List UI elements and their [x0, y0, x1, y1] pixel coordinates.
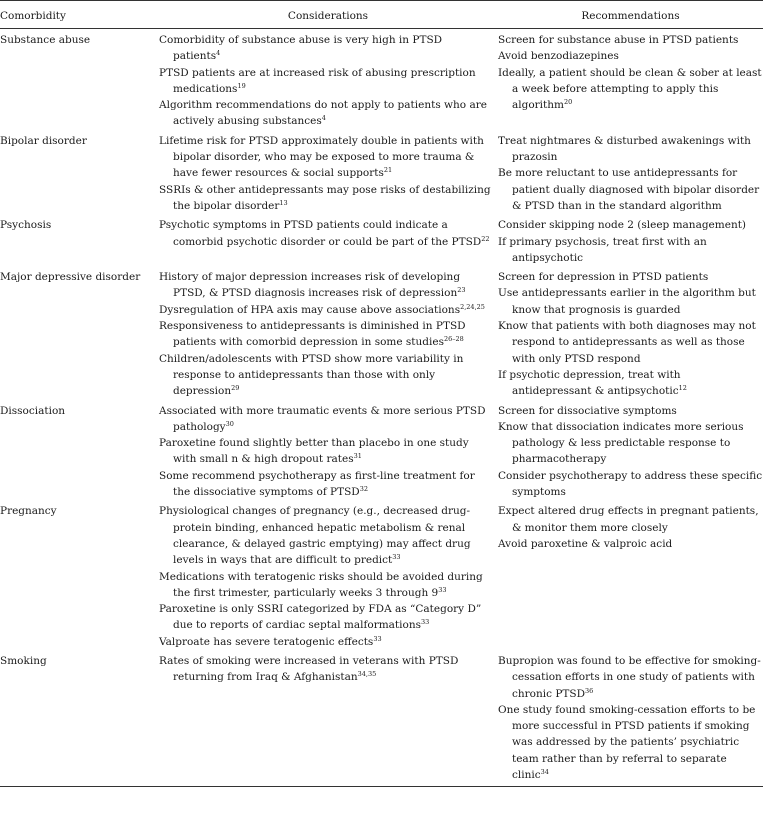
considerations-cell: [158, 653, 498, 787]
reference-superscript: 19: [237, 81, 246, 90]
comorbidity-name: Pregnancy: [0, 505, 57, 518]
table-row: [0, 269, 763, 402]
recommendation-item-text: Ideally, a patient should be clean & sober at least a week before attempting to apply this algorithm: [498, 66, 762, 112]
comorbidity-name: Major depressive disorder: [0, 271, 141, 284]
header-recommendations: Recommendations: [498, 1, 763, 29]
consideration-item-text: Lifetime risk for PTSD approximately double in patients with bipolar disorder, who may be exposed to more trauma & have fewer resources & social supports: [159, 134, 484, 180]
recommendation-item: [498, 234, 763, 267]
consideration-item-text: Valproate has severe teratogenic effects: [159, 635, 374, 648]
consideration-item: [159, 503, 492, 568]
consideration-item: [159, 653, 492, 686]
reference-superscript: 20: [563, 98, 573, 107]
reference-superscript: 33: [421, 618, 430, 627]
consideration-item: [159, 97, 492, 130]
reference-superscript: 2,24,25: [460, 302, 485, 311]
consideration-item-text: SSRIs & other antidepressants may pose risks of destabilizing the bipolar disorder: [159, 183, 491, 212]
table-row: [0, 29, 763, 133]
reference-superscript: 4: [321, 114, 326, 123]
consideration-item-text: PTSD patients are at increased risk of abusing prescription medications: [159, 66, 476, 95]
reference-superscript: 36: [585, 686, 594, 695]
reference-superscript: 31: [353, 452, 362, 461]
reference-superscript: 34: [540, 768, 549, 777]
reference-superscript: 33: [438, 585, 447, 594]
recommendation-item: [498, 318, 763, 367]
recommendation-item-text: One study found smoking-cessation efforts to be more successful in PTSD patients if smoking was addressed by the patients’ psychiatric team rather than by referral to separate clinic: [498, 703, 756, 782]
table-body: [0, 29, 763, 787]
consideration-item-text: Medications with teratogenic risks should be avoided during the first trimester, particularly weeks 3 through 9: [159, 570, 483, 599]
table-row: [0, 503, 763, 653]
header-row: [0, 1, 763, 29]
reference-superscript: 33: [373, 634, 382, 643]
consideration-item: [159, 302, 492, 318]
recommendation-item-text: Consider psychotherapy to address these specific symptoms: [498, 469, 763, 499]
recommendation-item: [498, 65, 763, 114]
reference-superscript: 13: [279, 198, 288, 207]
recommendations-cell: [498, 503, 763, 653]
considerations-cell: [158, 403, 498, 504]
comorbidity-name: Substance abuse: [0, 34, 91, 46]
recommendations-cell: [498, 133, 763, 217]
recommendation-item: [498, 468, 763, 501]
consideration-item: [159, 217, 492, 250]
consideration-item-text: Physiological changes of pregnancy (e.g., decreased drug-protein binding, enhanced hepatic metabolism & renal clearance, & delayed gastric emptying) may affect drug levels in ways that are difficult to predict: [159, 505, 471, 567]
consideration-item: [159, 569, 492, 602]
reference-superscript: 4: [216, 49, 221, 58]
recommendation-item: [498, 367, 763, 400]
comorbidity-name: Psychosis: [0, 219, 52, 232]
header-considerations: Considerations: [158, 1, 498, 29]
consideration-item-text: Paroxetine is only SSRI categorized by FDA as “Category D” due to reports of cardiac septal malformations: [159, 603, 482, 632]
consideration-item-text: Comorbidity of substance abuse is very high in PTSD patients: [159, 34, 443, 63]
table-row: [0, 403, 763, 504]
considerations-cell: [158, 269, 498, 402]
consideration-item: [159, 435, 492, 468]
consideration-item: [159, 601, 492, 634]
reference-superscript: 29: [231, 384, 240, 393]
reference-superscript: 34,35: [357, 670, 377, 679]
recommendation-item-text: If psychotic depression, treat with antidepressant & antipsychotic: [498, 368, 681, 398]
consideration-item-text: Algorithm recommendations do not apply to patients who are actively abusing substances: [159, 99, 487, 128]
recommendations-cell: [498, 653, 763, 787]
recommendation-item: [498, 133, 763, 166]
reference-superscript: 23: [457, 286, 466, 295]
recommendations-cell: [498, 29, 763, 133]
recommendation-item: [498, 702, 763, 783]
consideration-item: [159, 318, 492, 351]
recommendation-item: [498, 536, 763, 552]
recommendation-item: [498, 48, 763, 64]
consideration-item: [159, 403, 492, 436]
reference-superscript: 21: [383, 166, 393, 175]
consideration-item-text: Children/adolescents with PTSD show more variability in response to antidepressants than those with only depression: [159, 352, 464, 398]
comorbidity-name: Dissociation: [0, 404, 66, 417]
consideration-item-text: Dysregulation of HPA axis may cause above associations: [159, 303, 461, 316]
consideration-item-text: Responsiveness to antidepressants is diminished in PTSD patients with comorbid depression in some studies: [159, 320, 466, 349]
consideration-item: [159, 65, 492, 98]
reference-superscript: 22: [481, 234, 490, 243]
recommendation-item-text: Use antidepressants earlier in the algorithm but know that prognosis is guarded: [498, 287, 756, 316]
table-header: [0, 1, 763, 29]
consideration-item-text: History of major depression increases risk of developing PTSD, & PTSD diagnosis increases risk of depression: [159, 271, 461, 300]
recommendations-cell: [498, 269, 763, 402]
consideration-item: [159, 269, 492, 302]
reference-superscript: 32: [359, 485, 368, 494]
header-comorbidity: Comorbidity: [0, 1, 158, 29]
reference-superscript: 12: [678, 384, 687, 393]
table-row: [0, 653, 763, 787]
recommendation-item-text: Know that patients with both diagnoses may not respond to antidepressants as well as those with only PTSD respond: [498, 320, 756, 365]
considerations-cell: [158, 29, 498, 133]
recommendation-item: [498, 32, 763, 48]
recommendation-item-text: Avoid benzodiazepines: [498, 50, 619, 63]
recommendation-item: [498, 403, 763, 419]
recommendation-item: [498, 285, 763, 318]
recommendation-item: [498, 503, 763, 536]
consideration-item-text: Some recommend psychotherapy as first-line treatment for the dissociative symptoms of PTSD: [159, 469, 475, 499]
recommendation-item: [498, 419, 763, 468]
consideration-item-text: Paroxetine found slightly better than placebo in one study with small n & high dropout rates: [159, 437, 469, 466]
recommendation-item-text: Consider skipping node 2 (sleep management): [498, 219, 747, 232]
recommendation-item: [498, 217, 763, 233]
comorbidity-name: Bipolar disorder: [0, 134, 87, 147]
recommendation-item-text: Screen for depression in PTSD patients: [498, 271, 709, 284]
consideration-item-text: Rates of smoking were increased in veterans with PTSD returning from Iraq & Afghanistan: [159, 654, 459, 684]
recommendation-item-text: Treat nightmares & disturbed awakenings with prazosin: [498, 134, 751, 164]
recommendation-item-text: Be more reluctant to use antidepressants for patient dually diagnosed with bipolar disorder & PTSD than in the standard algorithm: [498, 167, 760, 212]
consideration-item: [159, 634, 492, 650]
considerations-cell: [158, 217, 498, 269]
table-row: [0, 217, 763, 269]
reference-superscript: 33: [392, 553, 401, 562]
consideration-item-text: Psychotic symptoms in PTSD patients could indicate a comorbid psychotic disorder or could be part of the PTSD: [159, 219, 482, 248]
recommendation-item-text: Expect altered drug effects in pregnant patients, & monitor them more closely: [498, 505, 759, 534]
recommendation-item-text: Bupropion was found to be effective for smoking-cessation efforts in one study of patients with chronic PTSD: [498, 654, 761, 700]
recommendation-item-text: Know that dissociation indicates more serious pathology & less predictable response to pharmacotherapy: [498, 420, 744, 466]
consideration-item-text: Associated with more traumatic events & more serious PTSD pathology: [159, 404, 486, 433]
consideration-item: [159, 182, 492, 215]
recommendations-cell: [498, 403, 763, 504]
considerations-cell: [158, 503, 498, 653]
reference-superscript: 26–28: [443, 335, 464, 344]
table-row: [0, 133, 763, 217]
consideration-item: [159, 32, 492, 65]
consideration-item: [159, 468, 492, 501]
recommendation-item-text: If primary psychosis, treat first with an antipsychotic: [498, 235, 707, 264]
consideration-item: [159, 351, 492, 400]
recommendation-item: [498, 653, 763, 702]
recommendation-item: [498, 269, 763, 285]
recommendations-cell: [498, 217, 763, 269]
recommendation-item-text: Avoid paroxetine & valproic acid: [498, 537, 673, 550]
considerations-cell: [158, 133, 498, 217]
recommendation-item-text: Screen for substance abuse in PTSD patients: [498, 34, 739, 46]
recommendation-item: [498, 165, 763, 214]
comorbidity-name: Smoking: [0, 653, 158, 787]
reference-superscript: 30: [225, 419, 234, 428]
consideration-item: [159, 133, 492, 182]
recommendation-item-text: Screen for dissociative symptoms: [498, 404, 677, 417]
